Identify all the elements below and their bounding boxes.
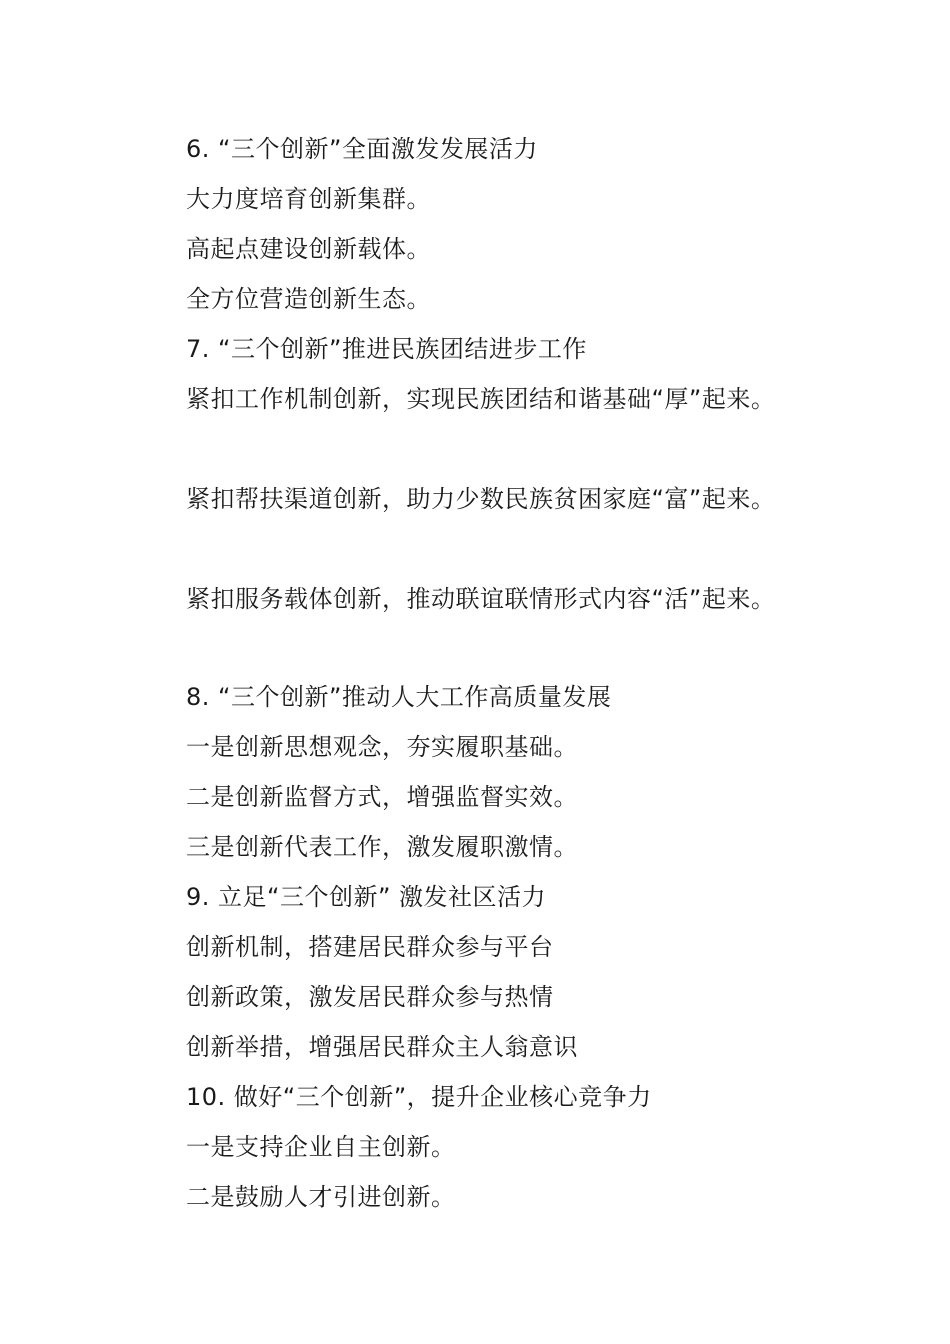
section-9-item-2: 创新政策，激发居民群众参与热情	[186, 983, 554, 1011]
section-7-item-3: 紧扣服务载体创新，推动联谊联情形式内容“活”起来。	[186, 585, 776, 613]
section-7-item-1: 紧扣工作机制创新，实现民族团结和谐基础“厚”起来。	[186, 385, 776, 413]
section-10-item-2: 二是鼓励人才引进创新。	[186, 1183, 456, 1211]
section-7-heading: 7. “三个创新”推进民族团结进步工作	[186, 335, 587, 363]
section-9-heading: 9. 立足“三个创新” 激发社区活力	[186, 883, 547, 911]
section-6-heading: 6. “三个创新”全面激发发展活力	[186, 135, 538, 163]
section-9-item-3: 创新举措，增强居民群众主人翁意识	[186, 1033, 578, 1061]
section-8-item-1: 一是创新思想观念，夯实履职基础。	[186, 733, 578, 761]
section-8-item-3: 三是创新代表工作，激发履职激情。	[186, 833, 578, 861]
section-10-item-1: 一是支持企业自主创新。	[186, 1133, 456, 1161]
section-6-item-3: 全方位营造创新生态。	[186, 285, 431, 313]
section-8-item-2: 二是创新监督方式，增强监督实效。	[186, 783, 578, 811]
section-7-item-2: 紧扣帮扶渠道创新，助力少数民族贫困家庭“富”起来。	[186, 485, 776, 513]
section-10-heading: 10. 做好“三个创新”，提升企业核心竞争力	[186, 1083, 652, 1111]
section-6-item-1: 大力度培育创新集群。	[186, 185, 431, 213]
section-9-item-1: 创新机制，搭建居民群众参与平台	[186, 933, 554, 961]
section-6-item-2: 高起点建设创新载体。	[186, 235, 431, 263]
section-8-heading: 8. “三个创新”推动人大工作高质量发展	[186, 683, 612, 711]
